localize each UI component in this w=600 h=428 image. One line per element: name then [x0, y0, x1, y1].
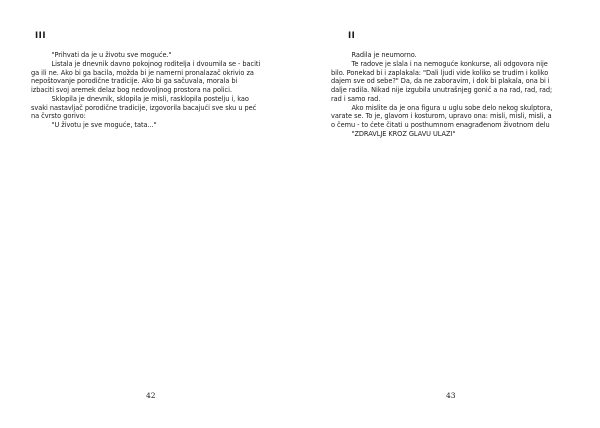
text-line: "Prihvati da je u životu sve moguće."	[31, 51, 172, 59]
text-line: dajem sve od sebe?" Da, da ne zaboravim, i dok bi plakala, ona bi i	[331, 77, 550, 86]
page-number: 42	[146, 391, 156, 400]
page-number: 43	[446, 391, 456, 400]
chapter-heading: III	[35, 31, 46, 41]
text-line: Ako mislite da je ona figura u uglu sobe delo nekog skulptora,	[331, 103, 553, 112]
text-line: dalje radila. Nikad nije izgubila unutrašnjeg gonič a na rad, rad, rad;	[331, 86, 553, 94]
text-line: na čvrsto gorivo:	[31, 112, 86, 121]
text-line: Radila je neumorno.	[331, 51, 417, 59]
text-line: ga ili ne. Ako bi ga bacila, možda bi je namerni pronalazač okrivio za	[31, 68, 254, 77]
text-line: o čemu - to ćete čitati u posthumnom enagrađenom životnom delu	[331, 121, 550, 129]
text-line: svaki nastavljač porodične tradicije, izgovorila bacajući sve sku u peć	[31, 103, 257, 112]
text-line: bilo. Ponekad bi i zaplakala: "Dali ljudi vide koliko se trudim i koliko	[331, 68, 549, 77]
text-line: nepoštovanje porodične tradicije. Ako bi ga sačuvala, morala bi	[31, 77, 238, 86]
text-line: Te radove je slala i na nemoguće konkurse, ali odgovora nije	[331, 59, 548, 68]
right-page	[300, 0, 600, 428]
chapter-body	[31, 51, 271, 130]
text-line: "U životu je sve moguće, tata..."	[31, 121, 157, 129]
text-line: rad i samo rad.	[331, 94, 381, 103]
text-line: izbaciti svoj aremek delaz bog nedovoljnog prostora na polici.	[31, 86, 232, 94]
text-line: "ZDRAVLJE KROZ GLAVU ULAZI"	[331, 129, 456, 138]
chapter-body	[331, 51, 571, 139]
text-line: varate se. To je, glavom i kosturom, upravo ona: misli, misli, misli, a	[331, 112, 552, 121]
text-line: Sklopila je dnevnik, sklopila je misli, rasklopila postelju i, kao	[31, 94, 249, 103]
text-line: Listala je dnevnik davno pokojnog roditelja i dvoumila se - baciti	[31, 59, 261, 68]
chapter-heading: II	[348, 31, 356, 41]
